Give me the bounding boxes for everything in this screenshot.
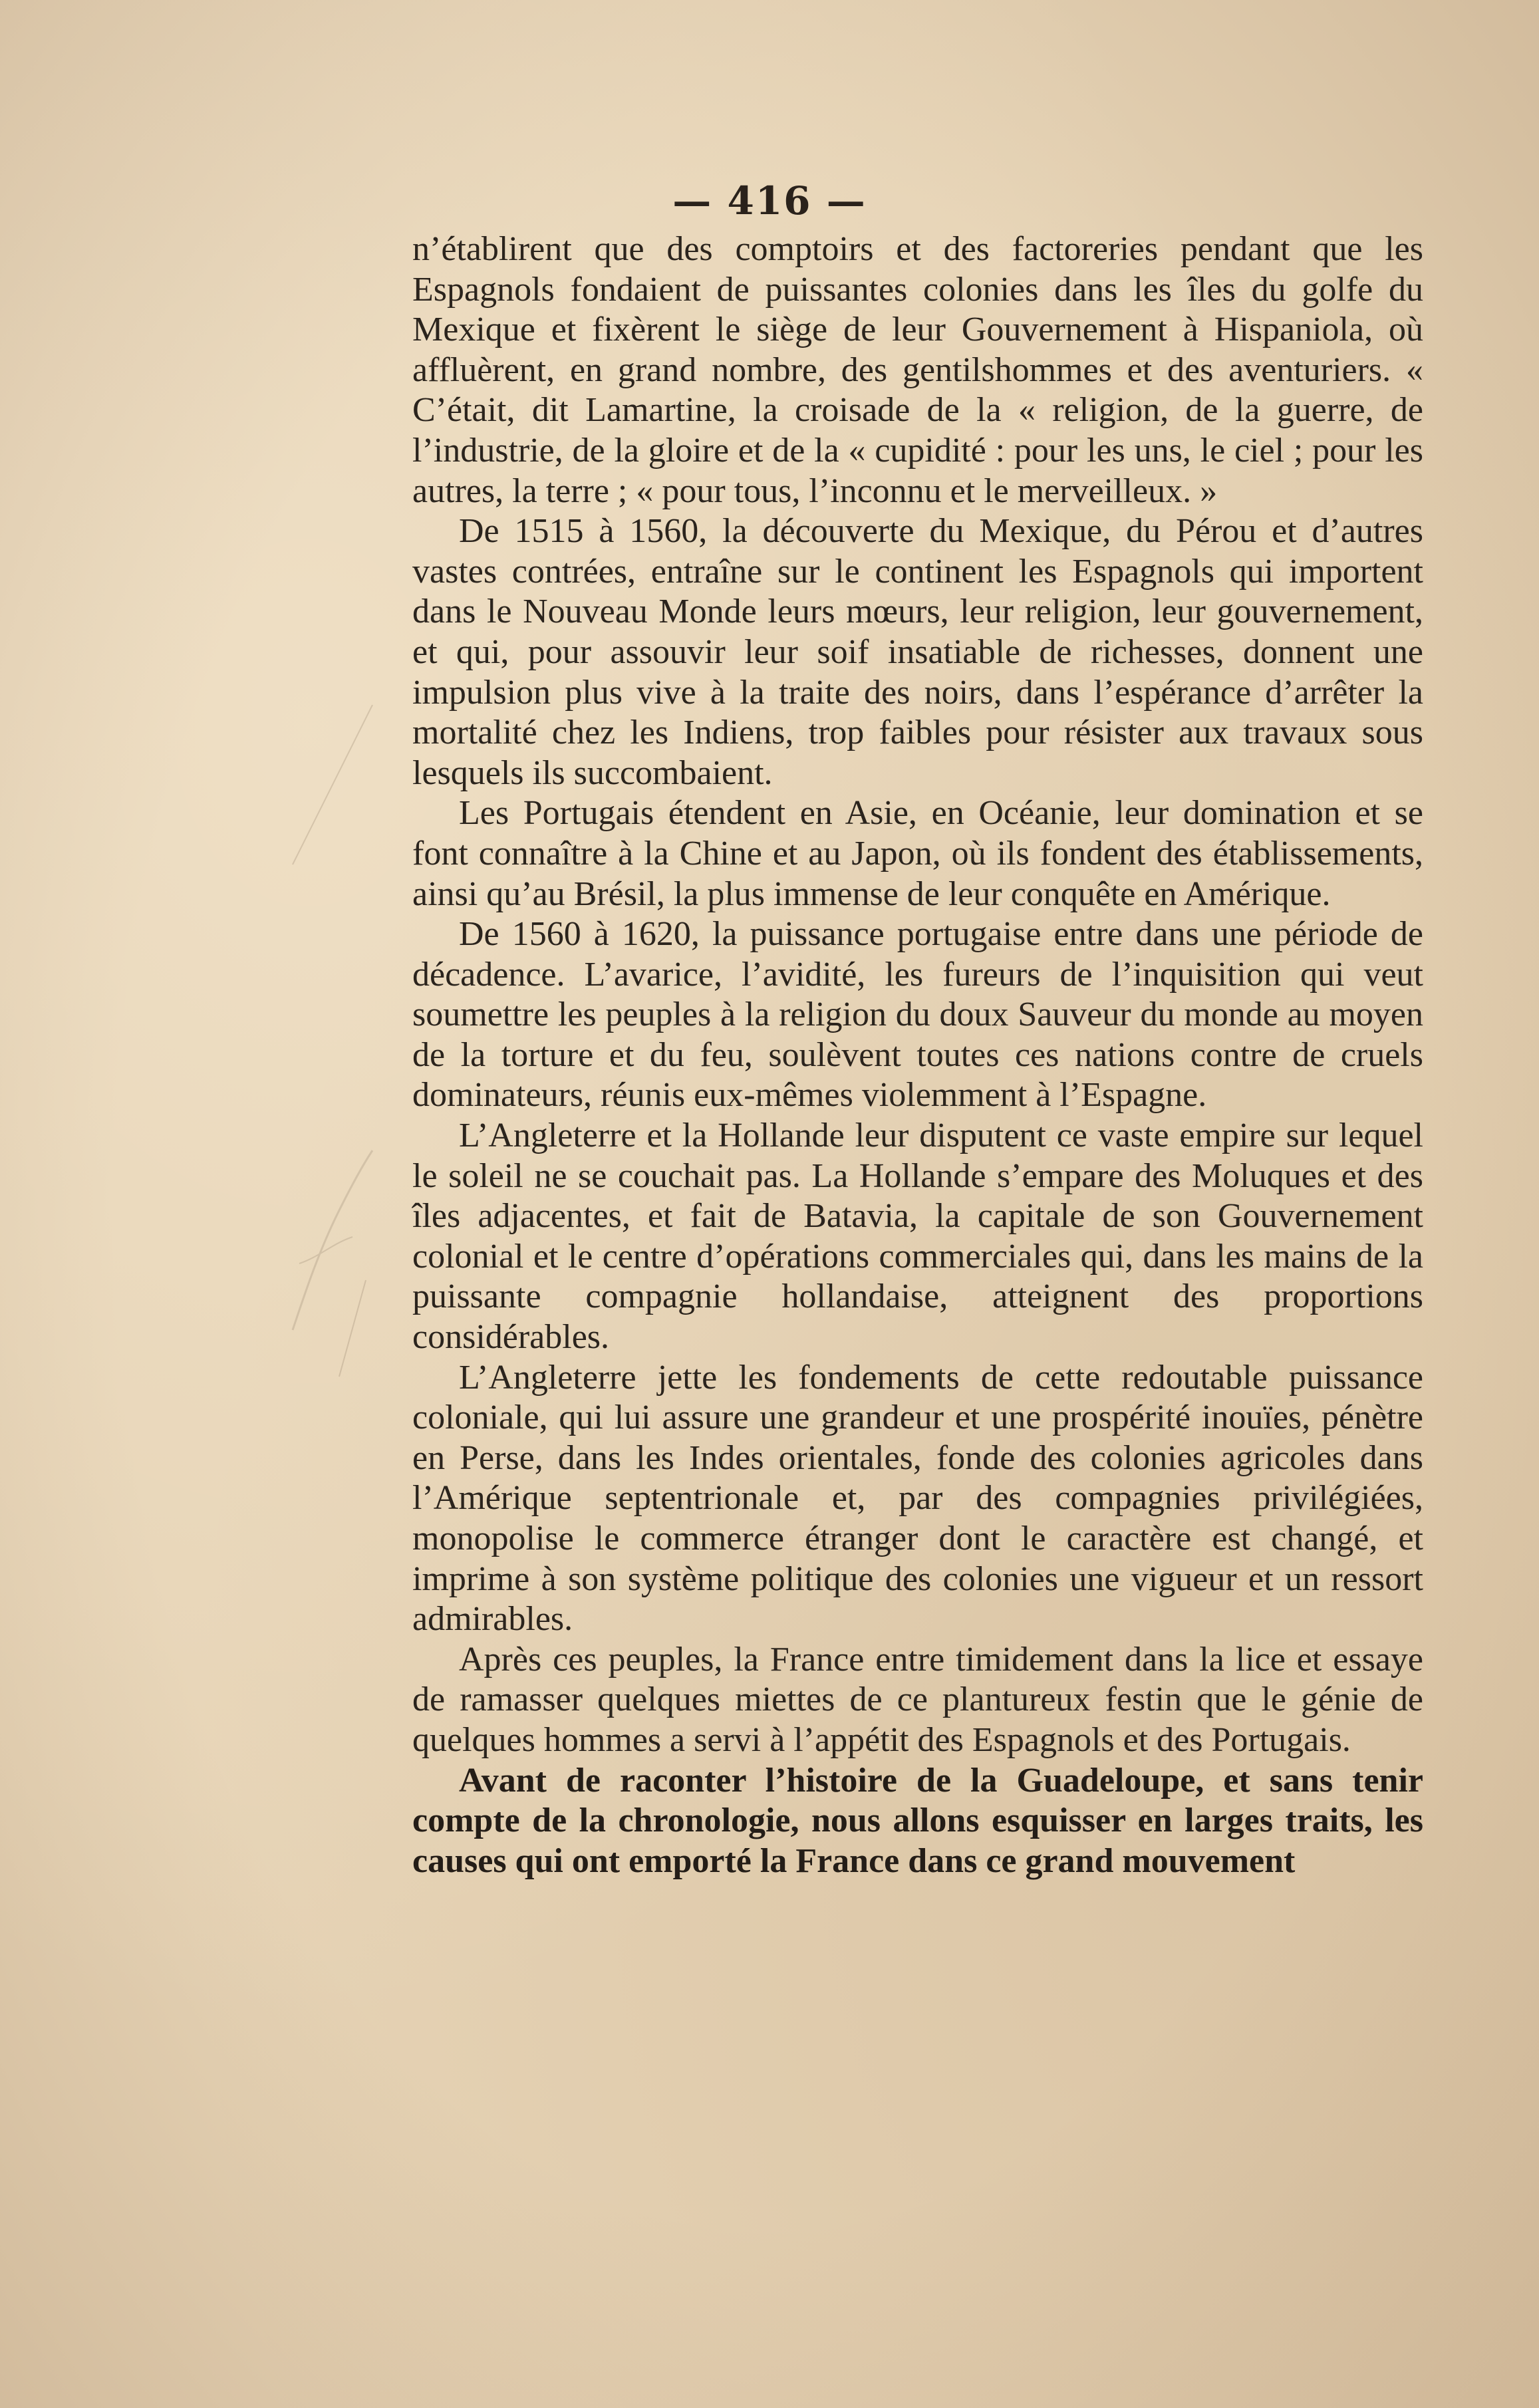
paragraph-2: De 1515 à 1560, la découverte du Mexique, du Pérou et d’autres vastes contrées, entraîne sur le continent les Espagnols qui importent dans le Nouveau Monde leurs mœurs, leur religion, leur gouvernement, et qui, pour assouvir leur soif insatiable de richesses, donnent une impulsion plus vive à la traite des noirs, dans l’espérance d’arrêter la mortalité chez les Indiens, trop faibles pour résister aux travaux sous lesquels ils succombaient. (412, 512, 1423, 792)
paragraph-3: Les Portugais étendent en Asie, en Océanie, leur domination et se font connaître à la Chine et au Japon, où ils fondent des établissements, ainsi qu’au Brésil, la plus immense de leur conquête en Amérique. (412, 794, 1423, 913)
paragraph-6: L’Angleterre jette les fondements de cette redoutable puissance coloniale, qui lui assure une grandeur et une prospérité inouïes, pénètre en Perse, dans les Indes orientales, fonde des colonies agricoles dans l’Amérique septentrionale et, par des compagnies privilégiées, monopolise le commerce étranger dont le caractère est changé, et imprime à son système politique des colonies une vigueur et un ressort admirables. (412, 1358, 1423, 1639)
faded-margin-stroke-lower (333, 1277, 372, 1383)
paragraph-8: Avant de raconter l’histoire de la Guadeloupe, et sans tenir compte de la chronologie, nous allons esquisser en larges traits, les causes qui ont emporté la France dans ce grand mouvement (412, 1761, 1423, 1880)
page-number: — 416 — (672, 178, 867, 223)
paragraph-1: n’établirent que des comptoirs et des factoreries pendant que les Espagnols fondaient de puissantes colonies dans les îles du golfe du Mexique et fixèrent le siège de leur Gouvernement à Hispaniola, où affluèrent, en grand nombre, des gentilshommes et des aventuriers. « C’était, dit Lamartine, la croisade de la « religion, de la guerre, de l’industrie, de la gloire et de la « cupidité : pour les uns, le ciel ; pour les autres, la terre ; « pour tous, l’inconnu et le merveilleux. » (412, 230, 1423, 510)
paragraph-5: L’Angleterre et la Hollande leur disputent ce vaste empire sur lequel le soleil ne se couchait pas. La Hollande s’empare des Moluques et des îles adjacentes, et fait de Batavia, la capitale de son Gouvernement colonial et le centre d’opérations commerciales qui, dans les mains de la puissante compagnie hollandaise, atteignent des proportions considérables. (412, 1117, 1423, 1357)
faded-margin-stroke-upper (279, 698, 379, 871)
body-text (412, 229, 1423, 1881)
paragraph-4: De 1560 à 1620, la puissance portugaise entre dans une période de décadence. L’avarice, l’avidité, les fureurs de l’inquisition qui veut soumettre les peuples à la religion du doux Sauveur du monde au moyen de la torture et du feu, soulèvent toutes ces nations contre de cruels dominateurs, réunis eux-mêmes violemment à l’Espagne. (412, 915, 1423, 1115)
paragraph-7: Après ces peuples, la France entre timidement dans la lice et essaye de ramasser quelques miettes de ce plantureux festin que le génie de quelques hommes a servi à l’appétit des Espagnols et des Portugais. (412, 1640, 1423, 1759)
